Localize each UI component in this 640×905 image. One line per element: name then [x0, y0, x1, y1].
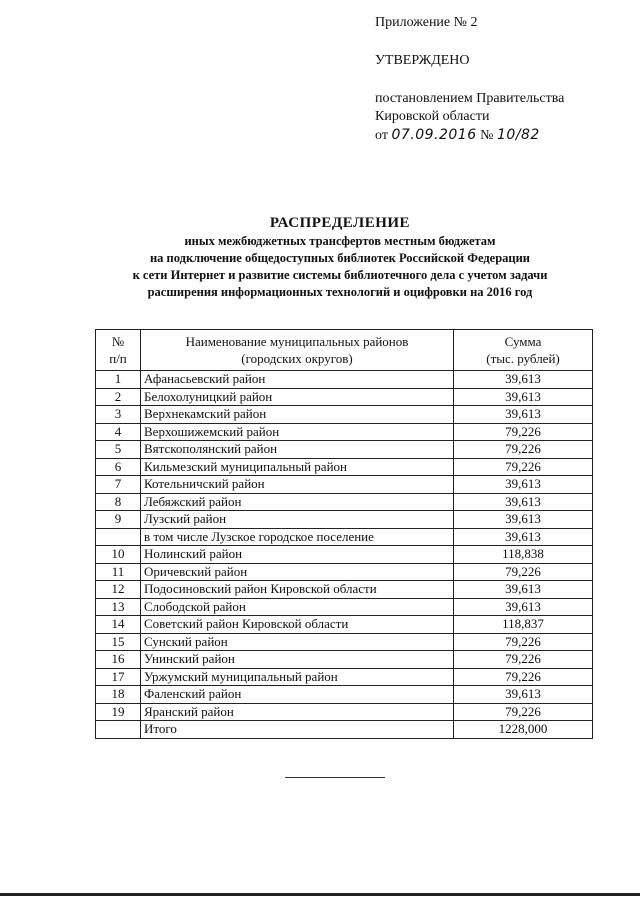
table-row — [96, 458, 593, 476]
handwritten-number: 10/82 — [496, 127, 540, 143]
row-number: 1 — [96, 371, 141, 389]
row-district-name: Подосиновский район Кировской области — [141, 581, 454, 599]
row-number: 14 — [96, 616, 141, 634]
row-sum: 39,613 — [454, 581, 593, 599]
row-number: 5 — [96, 441, 141, 459]
header-sum — [454, 330, 593, 371]
row-sum: 79,226 — [454, 563, 593, 581]
table-header-row — [96, 330, 593, 371]
row-sum: 39,613 — [454, 493, 593, 511]
row-sum: 39,613 — [454, 406, 593, 424]
row-sum: 39,613 — [454, 598, 593, 616]
row-district-name: Яранский район — [141, 703, 454, 721]
row-sum: 39,613 — [454, 528, 593, 546]
row-sum: 79,226 — [454, 423, 593, 441]
row-district-name: Нолинский район — [141, 546, 454, 564]
table-row — [96, 686, 593, 704]
title-line-3: к сети Интернет и развитие системы библиотечного дела с учетом задачи — [132, 268, 548, 282]
table-row — [96, 371, 593, 389]
row-number: 15 — [96, 633, 141, 651]
header-sum-line-1: Сумма — [504, 334, 542, 349]
row-district-name: Фаленский район — [141, 686, 454, 704]
table-row — [96, 528, 593, 546]
row-district-name: Кильмезский муниципальный район — [141, 458, 454, 476]
row-number: 13 — [96, 598, 141, 616]
row-district-name: в том числе Лузское городское поселение — [141, 528, 454, 546]
row-number: 9 — [96, 511, 141, 529]
document-title — [70, 214, 610, 301]
table-row — [96, 703, 593, 721]
row-district-name: Советский район Кировской области — [141, 616, 454, 634]
row-sum: 79,226 — [454, 651, 593, 669]
row-sum: 39,613 — [454, 511, 593, 529]
row-district-name: Сунский район — [141, 633, 454, 651]
row-district-name: Котельничский район — [141, 476, 454, 494]
row-district-name: Белохолуницкий район — [141, 388, 454, 406]
table-row — [96, 668, 593, 686]
header-name — [141, 330, 454, 371]
row-district-name: Вятскополянский район — [141, 441, 454, 459]
approved-label: УТВЕРЖДЕНО — [375, 53, 470, 68]
row-sum: 1228,000 — [454, 721, 593, 739]
table-row — [96, 493, 593, 511]
annex-block — [375, 14, 564, 145]
row-district-name: Лузский район — [141, 511, 454, 529]
row-district-name: Итого — [141, 721, 454, 739]
table-row — [96, 563, 593, 581]
row-district-name: Афанасьевский район — [141, 371, 454, 389]
header-sum-line-2: (тыс. рублей) — [486, 351, 560, 366]
row-number: 17 — [96, 668, 141, 686]
handwritten-date: 07.09.2016 — [391, 127, 477, 143]
row-number — [96, 721, 141, 739]
row-sum: 79,226 — [454, 441, 593, 459]
table-row — [96, 651, 593, 669]
row-sum: 79,226 — [454, 668, 593, 686]
row-number: 18 — [96, 686, 141, 704]
row-number: 4 — [96, 423, 141, 441]
row-number: 7 — [96, 476, 141, 494]
title-line-4: расширения информационных технологий и оцифровки на 2016 год — [147, 285, 533, 299]
table-row — [96, 406, 593, 424]
table-row — [96, 581, 593, 599]
header-name-line-1: Наименование муниципальных районов — [185, 334, 409, 349]
row-sum: 79,226 — [454, 458, 593, 476]
table-row — [96, 476, 593, 494]
header-name-line-2: (городских округов) — [241, 351, 353, 366]
row-sum: 79,226 — [454, 703, 593, 721]
row-number: 19 — [96, 703, 141, 721]
row-sum: 118,838 — [454, 546, 593, 564]
row-number: 10 — [96, 546, 141, 564]
row-number — [96, 528, 141, 546]
row-number: 6 — [96, 458, 141, 476]
row-district-name: Унинский район — [141, 651, 454, 669]
row-sum: 39,613 — [454, 388, 593, 406]
row-sum: 39,613 — [454, 371, 593, 389]
row-number: 12 — [96, 581, 141, 599]
row-district-name: Верхнекамский район — [141, 406, 454, 424]
header-num-line-1: № — [111, 334, 125, 349]
header-num-line-2: п/п — [109, 351, 127, 366]
row-sum: 39,613 — [454, 476, 593, 494]
table-body — [96, 371, 593, 739]
row-sum: 118,837 — [454, 616, 593, 634]
table-row — [96, 598, 593, 616]
row-number: 8 — [96, 493, 141, 511]
annex-number: Приложение № 2 — [375, 15, 478, 30]
row-district-name: Уржумский муниципальный район — [141, 668, 454, 686]
table-row — [96, 511, 593, 529]
row-number: 16 — [96, 651, 141, 669]
table-row — [96, 388, 593, 406]
title-main: РАСПРЕДЕЛЕНИЕ — [269, 215, 411, 231]
row-sum: 39,613 — [454, 686, 593, 704]
resolution-line-2: Кировской области — [375, 109, 490, 124]
table-row — [96, 616, 593, 634]
resolution-date — [375, 126, 564, 145]
resolution-line-1: постановлением Правительства — [375, 91, 565, 106]
table-total-row — [96, 721, 593, 739]
table-row — [96, 441, 593, 459]
row-number: 3 — [96, 406, 141, 424]
row-sum: 79,226 — [454, 633, 593, 651]
table-row — [96, 423, 593, 441]
row-district-name: Слободской район — [141, 598, 454, 616]
row-district-name: Верхошижемский район — [141, 423, 454, 441]
table-row — [96, 546, 593, 564]
allocation-table — [95, 329, 593, 739]
row-district-name: Оричевский район — [141, 563, 454, 581]
header-num — [96, 330, 141, 371]
table-row — [96, 633, 593, 651]
title-line-2: на подключение общедоступных библиотек Российской Федерации — [149, 251, 531, 265]
bottom-divider — [285, 777, 385, 778]
title-line-1: иных межбюджетных трансфертов местным бюджетам — [184, 234, 496, 248]
date-prefix: от — [375, 128, 388, 143]
row-district-name: Лебяжский район — [141, 493, 454, 511]
page-bottom-edge — [0, 893, 640, 896]
row-number: 11 — [96, 563, 141, 581]
number-prefix: № — [480, 128, 494, 143]
row-number: 2 — [96, 388, 141, 406]
